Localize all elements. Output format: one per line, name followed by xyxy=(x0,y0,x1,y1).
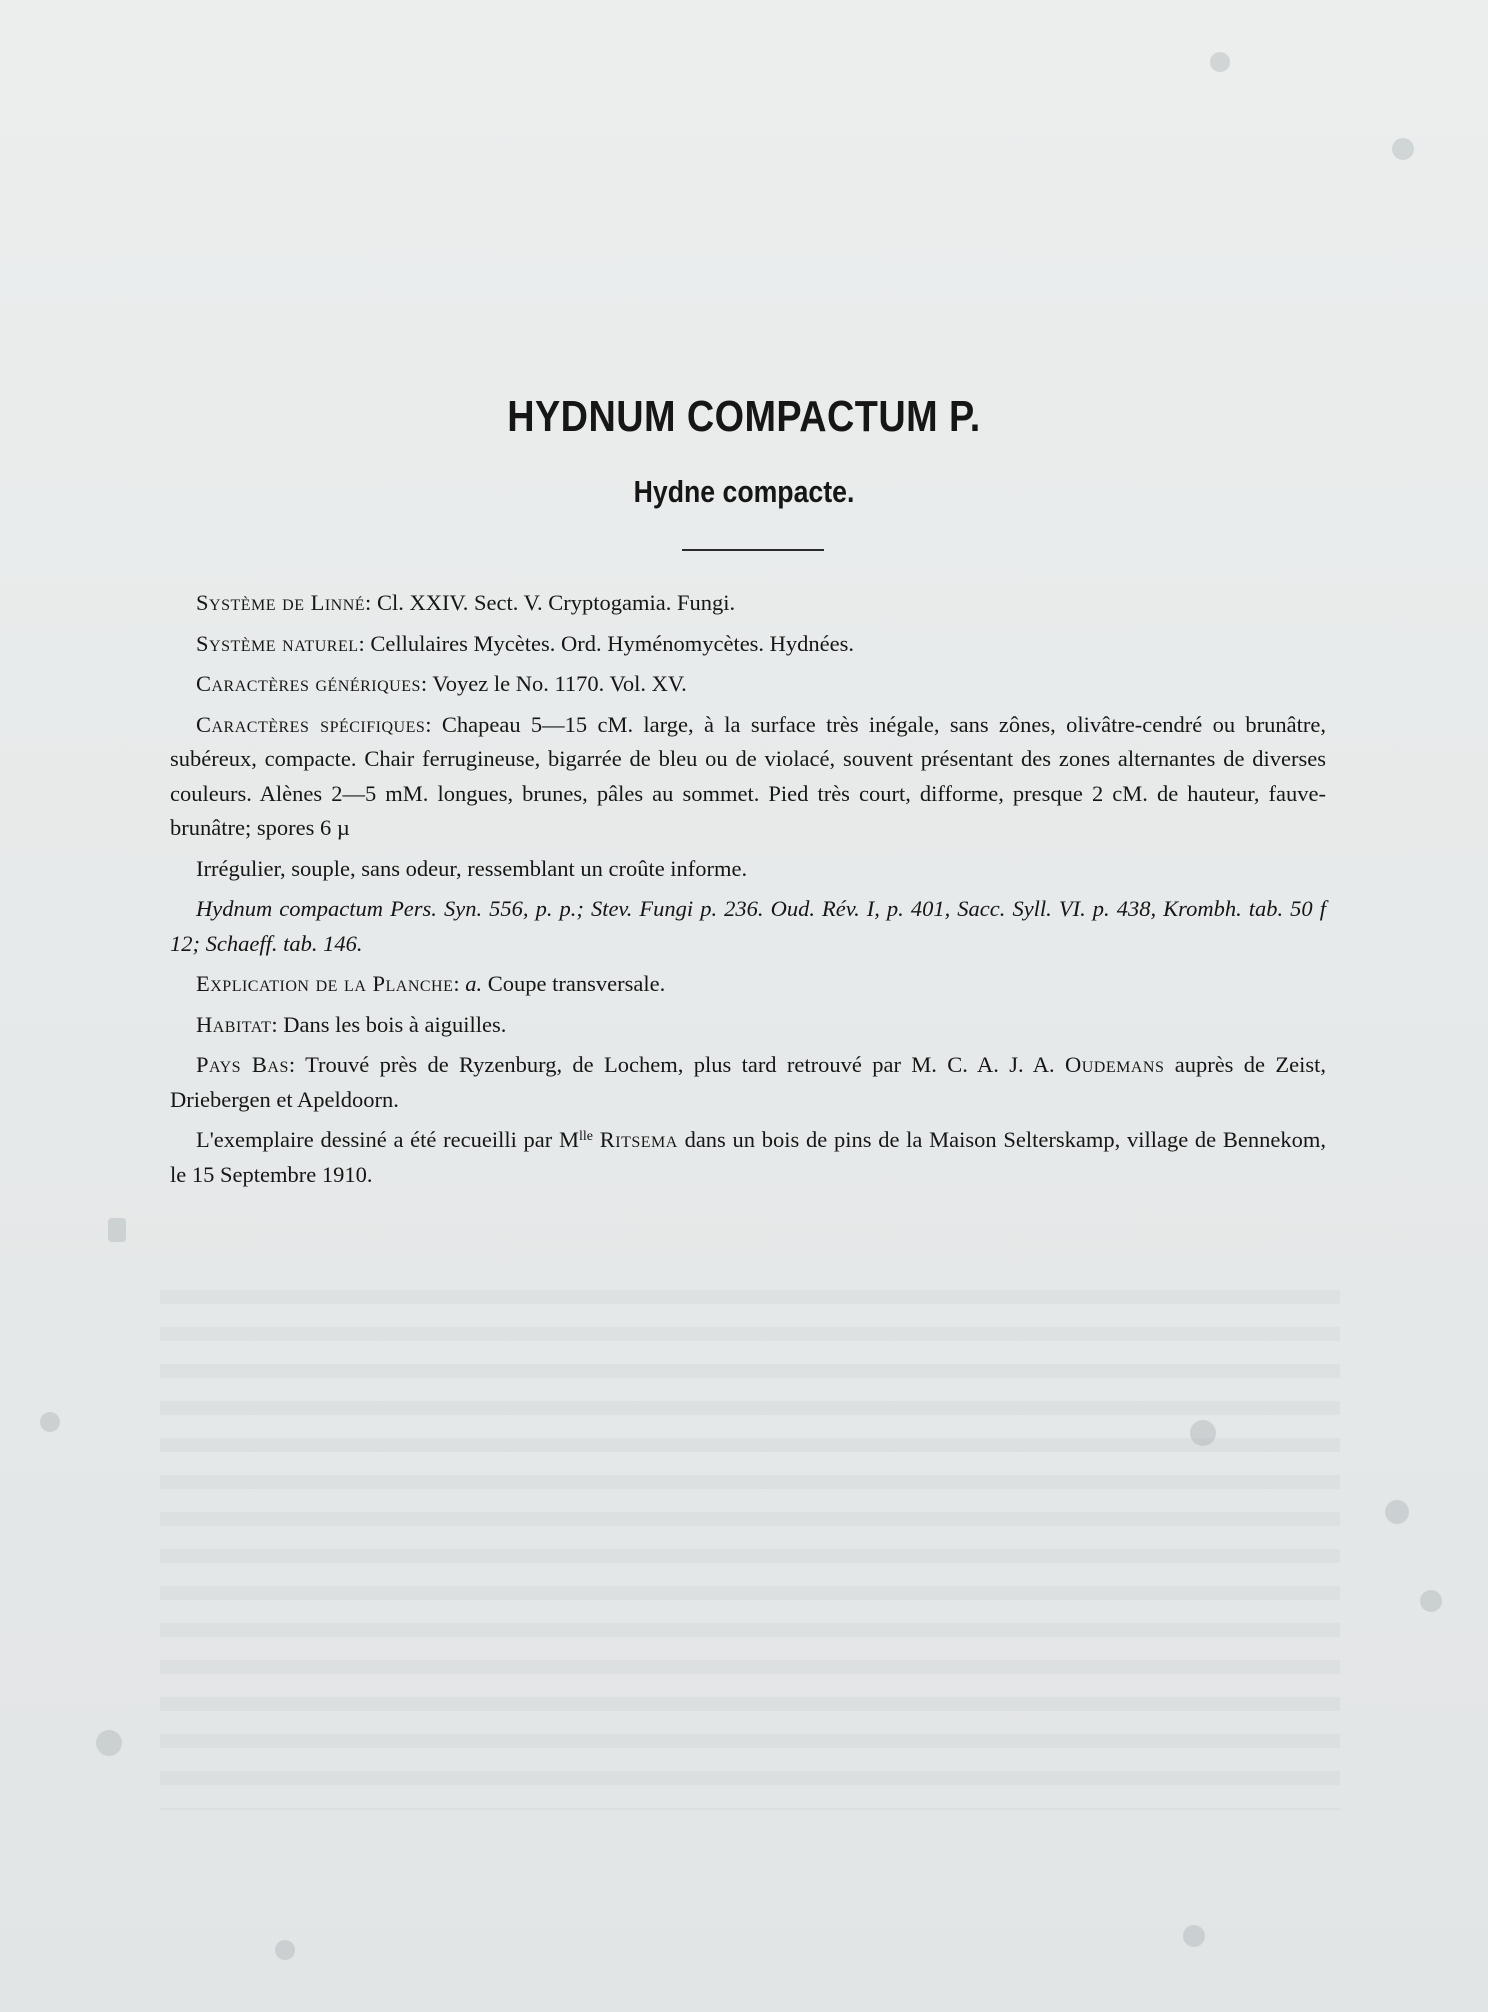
entry-systeme-linne: Système de Linné: Cl. XXIV. Sect. V. Cryptogamia. Fungi. xyxy=(196,590,736,615)
entry-label: Caractères génériques xyxy=(196,671,421,696)
entry-label: Système de Linné xyxy=(196,590,366,615)
document-body xyxy=(170,586,1326,1198)
entry-text: Trouvé près de Ryzenburg, de Lochem, plus tard retrouvé par M. C. A. J. A. xyxy=(305,1052,1055,1077)
entry-pays-bas: Pays Bas: Trouvé près de Ryzenburg, de Lochem, plus tard retrouvé par M. C. A. J. A. Oudemans auprès de Zeist, Driebergen et Apeldoorn. xyxy=(170,1052,1326,1112)
entry-text: dans un bois de pins de la Maison Selterskamp, village de Bennekom, le 15 Septembre 1910. xyxy=(170,1127,1327,1187)
entry-habitat: Habitat: Dans les bois à aiguilles. xyxy=(196,1011,507,1037)
paper-spot xyxy=(1420,1590,1442,1612)
paragraph-irregular: Irrégulier, souple, sans odeur, ressemblant un croûte informe. xyxy=(196,855,748,881)
person-name: Oudemans xyxy=(1064,1052,1165,1077)
entry-label: Explication de la Planche xyxy=(196,971,454,996)
title-superscript: lle xyxy=(579,1129,594,1144)
paper-spot xyxy=(108,1218,126,1242)
entry-text: Chapeau 5—15 cM. large, à la surface très inégale, sans zônes, olivâtre-cendré ou brunâtre, subéreux, compacte. Chair ferrugineuse, bigarrée de bleu ou de violacé, souvent présentant des zones alternantes de diverses couleurs. Alènes 2—5 mM. longues, brunes, pâles au sommet. Pied très court, difforme, presque 2 cM. de hauteur, fauve-brunâtre; spores 6 µ xyxy=(170,711,1326,840)
entry-text: L'exemplaire dessiné a été recueilli par M xyxy=(196,1127,580,1152)
entry-label: Système naturel xyxy=(196,630,359,656)
entry-text: Voyez le No. 1170. Vol. XV. xyxy=(432,671,687,696)
paper-spot xyxy=(275,1940,295,1960)
entry-label: Habitat xyxy=(196,1011,272,1037)
paper-spot xyxy=(96,1730,122,1756)
person-name: Ritsema xyxy=(599,1127,678,1152)
paper-spot xyxy=(1392,138,1414,160)
entry-text: Coupe transversale. xyxy=(487,971,666,996)
paper-spot xyxy=(1190,1420,1216,1446)
title-divider xyxy=(682,549,824,551)
entry-explication: Explication de la Planche: a. Coupe transversale. xyxy=(196,971,666,996)
page-title: HYDNUM COMPACTUM P. xyxy=(507,392,981,441)
entry-label: Pays Bas xyxy=(196,1052,289,1077)
paper-spot xyxy=(1183,1925,1205,1947)
synonymy-paragraph: Hydnum compactum Pers. Syn. 556, p. p.; Stev. Fungi p. 236. Oud. Rév. I, p. 401, Sacc. Syll. VI. p. 438, Krombh. tab. 50 f 12; Schaeff. tab. 146. xyxy=(170,896,1326,956)
paper-spot xyxy=(40,1412,60,1432)
plate-letter: a. xyxy=(465,971,483,996)
entry-text: Cellulaires Mycètes. Ord. Hyménomycètes. Hydnées. xyxy=(370,630,855,656)
entry-text: Dans les bois à aiguilles. xyxy=(283,1011,507,1037)
paper-spot xyxy=(1210,52,1230,72)
entry-caracteres-specifiques: Caractères spécifiques: Chapeau 5—15 cM. large, à la surface très inégale, sans zônes, olivâtre-cendré ou brunâtre, subéreux, compacte. Chair ferrugineuse, bigarrée de bleu ou de violacé, souvent présentant des zones alternantes de diverses couleurs. Alènes 2—5 mM. longues, brunes, pâles au sommet. Pied très court, difforme, presque 2 cM. de hauteur, fauve-brunâtre; spores 6 µ xyxy=(170,711,1326,840)
page-subtitle: Hydne compacte. xyxy=(633,474,855,509)
entry-text: auprès de Zeist, Driebergen et Apeldoorn. xyxy=(170,1052,1326,1112)
paragraph-exemplaire xyxy=(170,1123,1326,1192)
paper-spot xyxy=(1385,1500,1409,1524)
entry-caracteres-generiques: Caractères génériques: Voyez le No. 1170. Vol. XV. xyxy=(196,671,687,696)
bleed-through-texture xyxy=(160,1290,1340,1810)
entry-systeme-naturel: Système naturel: Cellulaires Mycètes. Ord. Hyménomycètes. Hydnées. xyxy=(196,630,855,656)
entry-text: Cl. XXIV. Sect. V. Cryptogamia. Fungi. xyxy=(376,590,736,615)
entry-label: Caractères spécifiques xyxy=(196,711,426,737)
